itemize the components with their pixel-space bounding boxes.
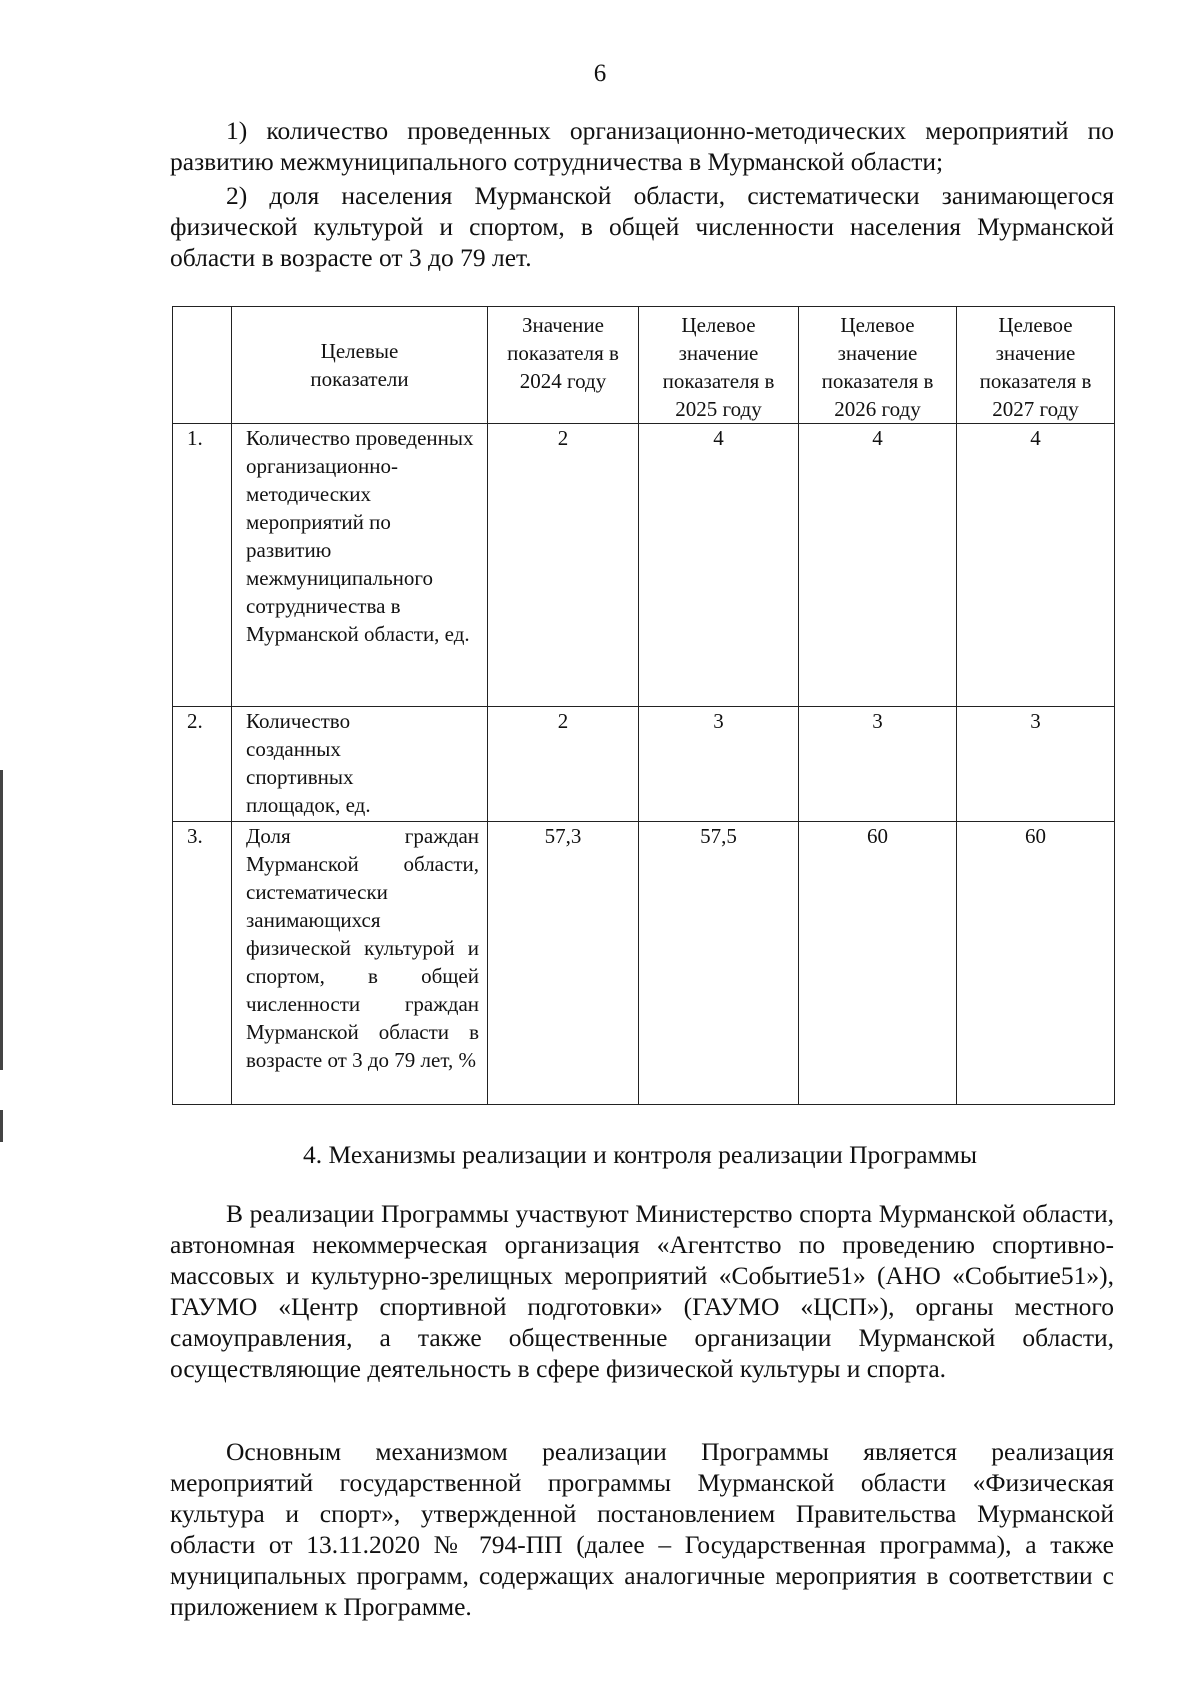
row-number: 3. bbox=[173, 822, 232, 1105]
row-indicator-name: Количество созданных спортивных площадок, ед. bbox=[232, 707, 488, 822]
row-target-2025: 57,5 bbox=[639, 822, 799, 1105]
paragraph-indicator-1: 1) количество проведенных организационно-методических мероприятий по развитию межмуниципального сотрудничества в Мурманской области; bbox=[170, 116, 1114, 176]
row-target-2026: 3 bbox=[799, 707, 957, 822]
row-target-2026: 4 bbox=[799, 424, 957, 707]
row-value-2024: 2 bbox=[488, 707, 639, 822]
row-target-2025: 3 bbox=[639, 707, 799, 822]
paragraph-indicator-2: 2) доля населения Мурманской области, систематически занимающегося физической культурой и спортом, в общей численности населения Мурманской области в возрасте от 3 до 79 лет. bbox=[170, 181, 1114, 272]
section-heading: 4. Механизмы реализации и контроля реализации Программы bbox=[302, 1140, 977, 1169]
row-indicator-name: Количество проведенных организационно-методических мероприятий по развитию межмуниципального сотрудничества в Мурманской области, ед. bbox=[232, 424, 488, 707]
header-number bbox=[173, 307, 232, 424]
table-row bbox=[173, 822, 1115, 1105]
table-header-row bbox=[173, 307, 1115, 424]
indicators-table-container bbox=[172, 306, 1114, 1105]
row-number: 2. bbox=[173, 707, 232, 822]
header-target-2026: Целевое значение показателя в 2026 году bbox=[799, 307, 957, 424]
header-target-2027: Целевое значение показателя в 2027 году bbox=[957, 307, 1115, 424]
page-number: 6 bbox=[593, 60, 607, 87]
indicators-table bbox=[172, 306, 1115, 1105]
paragraph-participants: В реализации Программы участвуют Министерство спорта Мурманской области, автономная некоммерческая организация «Агентство по проведению спортивно-массовых и культурно-зрелищных мероприятий «Событие51» (АНО «Событие51»), ГАУМО «Центр спортивной подготовки» (ГАУМО «ЦСП»), органы местного самоуправления, а также общественные организации Мурманской области, осуществляющие деятельность в сфере физической культуры и спорта. bbox=[170, 1199, 1114, 1383]
table-row bbox=[173, 707, 1115, 822]
scan-edge-mark bbox=[0, 1110, 3, 1142]
row-value-2024: 2 bbox=[488, 424, 639, 707]
header-target-2025: Целевое значение показателя в 2025 году bbox=[639, 307, 799, 424]
row-value-2024: 57,3 bbox=[488, 822, 639, 1105]
scan-edge-mark bbox=[0, 770, 3, 1070]
row-target-2027: 4 bbox=[957, 424, 1115, 707]
row-target-2026: 60 bbox=[799, 822, 957, 1105]
row-indicator-name: Доля граждан Мурманской области, систематически занимающихся физической культурой и спортом, в общей численности граждан Мурманской области в возрасте от 3 до 79 лет, % bbox=[232, 822, 488, 1105]
row-target-2027: 3 bbox=[957, 707, 1115, 822]
row-number: 1. bbox=[173, 424, 232, 707]
header-indicator-name: Целевые показатели bbox=[232, 307, 488, 424]
header-value-2024: Значение показателя в 2024 году bbox=[488, 307, 639, 424]
paragraph-mechanism: Основным механизмом реализации Программы является реализация мероприятий государственной программы Мурманской области «Физическая культура и спорт», утвержденной постановлением Правительства Мурманской области от 13.11.2020 № 794-ПП (далее – Государственная программа), а также муниципальных программ, содержащих аналогичные мероприятия в соответствии с приложением к Программе. bbox=[170, 1437, 1114, 1621]
table-row bbox=[173, 424, 1115, 707]
row-target-2027: 60 bbox=[957, 822, 1115, 1105]
row-target-2025: 4 bbox=[639, 424, 799, 707]
